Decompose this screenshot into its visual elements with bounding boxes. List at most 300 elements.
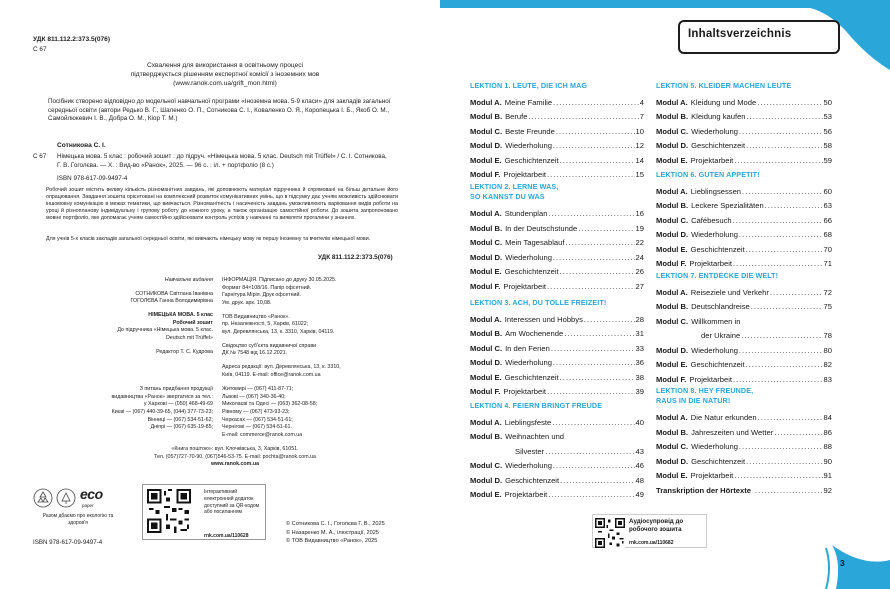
lection-title [656,170,832,180]
toc-entry-leader [560,265,635,280]
toc-entry-module: Modul E. [470,490,502,499]
toc-entry-leader [553,459,635,474]
toc-entry-page: 59 [823,155,832,165]
toc-entry-page: 63 [823,201,832,210]
lection-title-line: LEKTION 4. FEIERN BRINGT FREUDE [470,401,603,410]
toc-entry-leader [553,139,635,154]
toc-entry[interactable] [656,139,832,154]
contact-line: Черкасах — (067) 534-51-61; [222,416,293,423]
toc-entry[interactable] [470,110,644,125]
imprint-line: ДК № 7548 від 16.12.2021. [222,350,288,357]
toc-entry-page: 4 [639,97,644,107]
toc-entry[interactable] [470,139,644,154]
toc-entry[interactable] [656,484,832,499]
toc-entry-page: 82 [823,360,832,369]
lection-title-line: LEKTION 3. ACH, DU TOLLE FREIZEIT! [470,298,607,307]
lection-title-line: SO KANNST DU WAS [470,192,545,202]
toc-entry-leader [746,455,822,470]
lection-title-line: RAUS IN DIE NATUR! [656,396,731,406]
udk-code-top: УДК 811.112.2:373.5(076) [33,36,111,43]
toc-entry-page: 19 [635,223,644,233]
toc-entry[interactable] [656,257,832,272]
toc-entry-leader [578,222,634,237]
toc-entry-title: Geschichtenzeit [504,155,559,165]
toc-entry-module: Modul D. [656,456,689,466]
imprint-right [222,277,372,379]
toc-entry-leader [548,488,634,503]
lection-title [656,271,832,281]
imprint-line: Формат 84×108/16. Папір офсетний. [222,284,312,291]
toc-entry-module: Modul A. [470,209,502,218]
toc-entry-title: Geschichtenzeit [690,360,745,369]
toc-entry-page: 49 [635,490,644,499]
contacts-right [222,386,372,440]
toc-entry-module: Modul D. [656,345,689,355]
imprint-line: НІМЕЦЬКА МОВА. 5 клас [148,312,213,319]
catalog-code-side: С 67 [33,153,47,160]
toc-entry-module: Modul F. [470,387,501,396]
imprint-line: Свідоцтво суб'єкта видавничої справи [222,342,317,349]
toc-entry-leader [746,139,822,154]
qr-code-link[interactable]: rnk.com.ua/110628 [204,533,249,539]
toc-title: Inhaltsverzeichnis [688,28,792,40]
toc-entry-title: Berufe [505,112,528,121]
toc-entry-page: 80 [823,345,832,355]
toc-entry-module: Modul C. [470,126,503,136]
lection-title-line: LEKTION 7. ENTDECKE DIE WELT! [656,271,779,280]
toc-entry-leader [551,342,635,357]
imprint-line: Робочий зошит [172,319,213,326]
toc-entry-leader [528,110,638,125]
imprint-line: Київ, 04119. E-mail: office@ranok.com.ua [222,371,321,378]
qr-code-icon[interactable] [147,489,191,533]
toc-entry[interactable] [470,459,644,474]
toc-entry-page: 72 [823,287,832,297]
toc-entry-title: Geschichtenzeit [504,267,559,276]
toc-entry-title: Beste Freunde [505,126,555,136]
toc-entry-leader [746,243,823,258]
copyright-line: © Сотникова С. І., Гоголєва Г. В., 2025 [286,521,385,527]
toc-entry-page: 31 [635,329,644,338]
toc-entry-title: Lieblingsfeste [504,417,552,427]
toc-entry-title: Wiederholung [691,126,738,136]
approval-line: Схвалення для використання в освітньому процесі [146,62,303,69]
toc-entry-module: Modul A. [470,417,502,427]
toc-entry-title: Projektarbeit [689,374,733,384]
toc-entry-leader [758,411,823,426]
toc-entry[interactable] [656,440,832,455]
toc-entry[interactable] [470,96,644,111]
toc-entry[interactable] [656,154,832,169]
toc-entry[interactable] [470,265,644,280]
contacts-left [95,386,213,432]
toc-entry-page: 92 [823,485,832,495]
contact-line: З питань придбання продукції [139,386,213,392]
toc-entry-module: Modul E. [656,471,688,480]
toc-entry-module: Modul B. [470,112,503,121]
toc-entry-leader [774,426,822,441]
toc-entry-page: 58 [823,141,832,150]
toc-entry[interactable] [470,327,644,342]
contact-line: Вінниці — (067) 534-51-62; [147,416,213,423]
toc-entry-title: Meine Familie [504,97,553,107]
toc-entry-title: Kleidung und Mode [690,97,757,107]
eco-logo: eco [80,486,103,502]
toc-entry-page: 50 [823,97,832,107]
toc-entry-title: Geschichtenzeit [691,456,746,466]
toc-entry-title: Lieblingsessen [690,186,742,196]
toc-entry-leader [547,168,635,183]
toc-entry[interactable] [470,313,644,328]
book-title: Німецька мова. 5 клас : робочий зошит : до підруч. «Німецька мова. 5 клас. Deutsch mit Trüffel» / С. І. Сотникова, Г. В. Гоголєва. — Х. : Вид-во «Ранок», 2025. — 96 с. : іл. + портфоліо (8 с.) [57,153,387,169]
toc-entry-module: Modul E. [470,267,502,276]
toc-entry[interactable] [656,185,832,200]
toc-entry[interactable] [656,455,832,470]
toc-entry-title: Wiederholung [505,252,552,262]
contact-line: Дніпрі — (067) 635-19-85; [150,424,213,431]
toc-entry-title: Leckere Spezialitäten [691,201,764,210]
left-page [0,0,437,589]
toc-entry-leader [547,385,635,400]
toc-entry-module: Modul E. [656,155,688,165]
toc-entry-page: 60 [823,186,832,196]
toc-entry-page: 78 [823,331,832,340]
toc-entry-module: Modul B. [656,201,689,210]
toc-entry-title: Wiederholung [691,230,738,239]
lection-title [656,81,832,91]
toc-entry-leader [755,484,823,499]
manual-description: Посібник створено відповідно до модельної навчальної програми «Іноземна мова. 5-9 класи» для закладів загальної середньої освіти (автори Редько В. Г., Шаленко О. П., Сотникова С. І., Коваленко О. Я., Коропецька І. Б., Якоб О. М., Самойлюкевич І. В., Добра О. М., Кіор Т. М.) [48,98,391,122]
toc-entry-page: 38 [635,372,644,382]
toc-entry-leader [548,207,634,222]
toc-entry-leader [560,371,635,386]
toc-entry-page: 12 [635,141,644,150]
toc-entry-module: Modul A. [470,314,502,324]
toc-entry[interactable] [470,154,644,169]
toc-entry-title: Geschichtenzeit [691,141,746,150]
toc-entry-leader [560,474,634,489]
qr-code-caption: Інтерактивний електронний додаток доступний за QR-кодом або посиланням [204,489,260,516]
toc-entry[interactable] [656,110,832,125]
contact-line: Чернігові — (067) 534-51-61. [222,424,292,431]
imprint-line: Редактор Т. С. Кудрова [156,348,213,355]
toc-entry-leader [733,373,823,388]
toc-entry-title: Wiederholung [691,345,738,355]
toc-entry-module: Modul A. [656,186,688,196]
imprint-line: СОТНИКОВА Світлана Іванівна [135,290,213,297]
toc-entry[interactable] [470,222,644,237]
toc-entry-module: Modul E. [470,155,502,165]
lection-title [470,298,644,308]
toc-entry-leader [739,344,823,359]
toc-entry[interactable] [470,207,644,222]
toc-entry[interactable] [656,300,832,315]
toc-entry-title: Wiederholung [505,358,552,367]
toc-entry-title: Stundenplan [504,209,548,218]
imprint-line: пр. Незалежності, 5, Харків, 61022; [222,321,309,328]
toc-entry-leader [565,236,634,251]
toc-entry-title: Wiederholung [505,461,552,470]
approval-line: підтверджується рішенням експертної комісії з іноземних мов [130,70,320,78]
toc-entry-module: Modul D. [470,141,503,150]
toc-entry[interactable] [470,371,644,386]
toc-entry[interactable] [470,280,644,295]
toc-entry-page: 46 [635,461,644,470]
toc-entry-leader [739,228,823,243]
toc-entry[interactable] [656,411,832,426]
toc-entry[interactable] [656,329,832,344]
toc-entry-leader [742,185,823,200]
toc-entry-module [470,445,512,460]
toc-entry-title: Geschichtenzeit [504,372,559,382]
contact-line: Львові — (067) 340-36-40; [222,393,286,400]
toc-entry-page: 15 [635,170,644,179]
toc-entry-leader [584,313,635,328]
toc-entry-page: 28 [635,314,644,324]
toc-entry-page: 33 [635,343,644,353]
toc-entry[interactable] [470,488,644,503]
toc-entry[interactable] [470,356,644,371]
toc-entry-page: 68 [823,230,832,239]
imprint-left [95,277,213,356]
toc-entry-leader [552,416,634,431]
toc-entry-title: Mein Tagesablauf [505,238,565,247]
toc-entry-page: 36 [635,358,644,367]
toc-entry-module: Modul B. [470,432,503,441]
toc-entry-page: 26 [635,267,644,276]
catalog-code-top: С 67 [33,46,47,53]
imprint-line: ТОВ Видавництво «Ранок». [222,313,290,320]
toc-entry-module: Modul D. [470,475,503,485]
toc-entry-leader [739,440,823,455]
toc-entry[interactable] [470,236,644,251]
toc-entry-page: 56 [823,126,832,136]
lection-title [470,401,644,411]
author-name: Сотникова С. І. [57,142,106,149]
toc-entry-leader [553,356,635,371]
toc-entry[interactable] [470,251,644,266]
toc-entry-page: 75 [823,302,832,311]
toc-entry-leader [741,329,822,344]
toc-entry-title: In der Deutschstunde [505,223,578,233]
audio-caption: Аудіосупровід до робочого зошита [629,518,684,534]
toc-entry-module: Modul C. [656,442,689,451]
imprint-line: Навчальне видання [164,277,213,283]
toc-entry[interactable] [470,416,644,431]
toc-entry-page: 86 [823,427,832,437]
address-line: «Книга поштою»: вул. Клочківська, 3, Харків, 61051. [171,446,299,452]
toc-entry-module: Modul C. [656,215,689,225]
toc-entry[interactable] [656,214,832,229]
copyright-line: © ТОВ Видавництво «Ранок», 2025 [286,538,378,545]
toc-entry-title: Projektarbeit [689,259,733,268]
toc-entry-title: Projektarbeit [503,170,547,179]
toc-entry-leader [739,125,823,140]
toc-entry-leader [747,110,823,125]
toc-entry-title: Kleidung kaufen [691,112,746,121]
toc-entry-page: 16 [635,209,644,218]
contact-line: Києві — (067) 440-39-65, (044) 377-73-23; [111,409,213,416]
imprint-line: Гарнітура Мірія. Друк офсетний. [222,292,301,299]
toc-entry-title: Willkommen in [691,316,741,326]
toc-entry[interactable] [656,199,832,214]
toc-entry-page: 10 [635,126,644,136]
toc-entry-leader [765,199,823,214]
toc-entry-leader [733,257,823,272]
toc-entry-module: Modul D. [470,252,503,262]
toc-entry[interactable] [656,469,832,484]
toc-entry[interactable] [656,286,832,301]
toc-entry-module: Modul E. [656,244,688,254]
right-page [440,0,890,589]
toc-entry-title: Wiederholung [691,442,738,451]
toc-entry-page: 24 [635,252,644,262]
toc-entry-module [656,329,698,344]
lection-title-line: LEKTION 6. GUTEN APPETIT! [656,170,760,179]
eco-logo-subtitle: paper [82,503,94,508]
toc-entry-page: 39 [635,387,644,396]
isbn-bottom: ISBN 978-617-09-9497-4 [33,539,103,546]
toc-entry-title: Weihnachten und [505,432,565,441]
toc-entry[interactable] [656,344,832,359]
toc-entry[interactable] [470,125,644,140]
toc-entry-page: 14 [635,155,644,165]
toc-entry[interactable] [656,96,832,111]
toc-entry-page: 43 [635,446,644,456]
contact-line: Рівному — (067) 473-93-23; [222,409,290,416]
toc-entry[interactable] [656,426,832,441]
toc-entry[interactable] [470,385,644,400]
toc-entry-module: Modul C. [656,126,689,136]
toc-entry[interactable] [470,430,644,445]
toc-entry-module: Modul A. [656,413,688,422]
toc-entry-page: 84 [823,413,832,422]
toc-entry-module: Modul A. [656,97,688,107]
contact-line: видавництва «Ранок» звертатися за тел.: [111,393,213,400]
toc-entry-page: 88 [823,442,832,451]
lection-title [656,386,832,407]
toc-entry[interactable] [470,474,644,489]
toc-entry-leader [733,214,823,229]
approval-line: (www.ranok.com.ua/grift_mon.html) [173,79,277,87]
lection-title-line: LEKTION 5. KLEIDER MACHEN LEUTE [656,81,792,90]
audio-link[interactable]: rnk.com.ua/110682 [629,540,674,546]
mail-order-address [120,446,350,469]
toc-entry[interactable] [656,125,832,140]
page-number: 3 [840,558,845,568]
toc-entry-page: 27 [635,281,644,291]
toc-entry[interactable] [656,373,832,388]
recycle-icon [33,488,53,508]
toc-entry-page: 48 [635,475,644,485]
toc-entry-page: 66 [823,215,832,225]
toc-entry-leader [751,300,823,315]
contact-line: у Харкові — (050) 468-49-69 [143,401,213,408]
toc-entry-title: In den Ferien [505,343,550,353]
toc-entry-module: Modul E. [656,360,688,369]
imprint-line: ГОГОЛЄВА Ганна Володимирівна [130,298,213,305]
audio-qr-code-icon[interactable] [595,518,625,548]
website-link[interactable]: www.ranok.com.ua [210,461,260,468]
toc-entry-title: Projektarbeit [690,471,734,480]
imprint-line: Deutsch mit Trüffel» [165,335,213,342]
toc-entry-leader [734,469,822,484]
toc-entry-page: 90 [823,456,832,466]
toc-entry-title: Reiseziele und Verkehr [690,287,769,297]
toc-entry-module: Modul E. [470,372,502,382]
toc-entry-module: Modul F. [470,170,501,179]
toc-entry-page: 40 [635,417,644,427]
toc-entry-title: Deutschlandreise [691,302,750,311]
contact-line: Миколаєві та Одесі — (063) 362-08-58; [222,401,318,408]
toc-entry-page: 71 [823,259,832,268]
lection-title-line: LEKTION 8. HEY FREUNDE, [656,386,754,395]
toc-entry-leader [547,280,635,295]
toc-entry-module: Modul F. [656,259,687,268]
lection-title-line: LEKTION 1. LEUTE, DIE ICH MAG [470,81,588,90]
eco-caption: Разом дбаємо про екологію та здоров'я [42,513,114,526]
toc-entry-module: Modul B. [470,223,503,233]
toc-entry-title: Projektarbeit [503,387,547,396]
annotation-audience: Для учнів 5-х класів закладів загальної середньої освіти, які вивчають німецьку мову як першу іноземну та вчителів німецької мови. [46,236,371,242]
toc-entry[interactable] [656,228,832,243]
toc-entry-module: Modul C. [470,343,503,353]
toc-entry-module: Modul A. [656,287,688,297]
copyright-block [286,520,416,546]
imprint-line: Ум. друк. арк. 10,08. [222,300,272,307]
imprint-line: Адреса редакції: вул. Деревлянська, 13, к. 3310, [222,364,341,371]
toc-entry-module: Modul B. [656,427,689,437]
toc-entry-leader [553,251,635,266]
toc-entry-title: Projektarbeit [503,281,547,291]
toc-entry-leader [770,286,823,301]
toc-entry[interactable] [656,315,832,330]
toc-entry[interactable] [470,168,644,183]
toc-entry-leader [553,96,639,111]
toc-entry-module: Modul D. [656,141,689,150]
toc-entry-title: Geschichtenzeit [690,244,745,254]
toc-entry[interactable] [470,445,644,460]
toc-entry-module: Modul C. [470,461,503,470]
toc-entry-leader [757,96,822,111]
toc-entry-title: Projektarbeit [690,155,734,165]
annotation: Робочий зошит містить велику кількість різноманітних завдань, які доповнюють матеріал підручника й спрямовані на більш детальне його опрацювання. Завдання зошита орієнтовані на комплексний розвиток комунікативних умінь, що в підсумку дає учням можливість здійснювати іншомовну комунікацію в межах тематики, що вивчається. Різноманітність і насиченість завдань уможливлюють варіювання видів роботи на уроці й різнопланову індивідуальну і групову роботу до кожного уроку, а також організацію самостійної роботи. До зошита запропоновано мовне портфоліо, яке допомагає учням самостійно здійснювати контроль успіхів у навчанні та виявляти прогалини у знаннях. [46,187,398,221]
toc-entry-leader [545,445,634,460]
toc-entry[interactable] [656,243,832,258]
imprint-line: До підручника «Німецька мова. 5 клас. [117,327,213,334]
toc-entry-module: Modul B. [656,302,689,311]
eco-certificate-icon [56,488,76,508]
toc-entry-module: Modul F. [470,281,501,291]
imprint-line: ІНФОРМАЦІЯ. Підписано до друку 30.05.2025. [222,277,337,283]
lection-title [470,81,644,91]
toc-entry-title: Jahreszeiten und Wetter [691,427,774,437]
address-line: Тел. (057)727-70-90, (067)546-53-75. E-mail: pochta@ranok.com.ua [154,453,316,460]
udk-code-bottom: УДК 811.112.2:373.5(076) [318,254,393,261]
toc-entry-module: Modul C. [470,238,503,247]
toc-entry[interactable] [656,358,832,373]
toc-entry-title: Wiederholung [505,141,552,150]
toc-entry-leader [746,358,823,373]
toc-entry[interactable] [470,342,644,357]
toc-entry-module: Modul C. [656,316,689,326]
lection-title [470,182,644,203]
toc-entry-title: Projektarbeit [504,490,548,499]
toc-entry-title: der Ukraine [701,331,741,340]
toc-entry-title: Geschichtenzeit [505,475,560,485]
lection-title-line: LEKTION 2. LERNE WAS, [470,182,559,191]
copyright-line: © Назаренко М. А., ілюстрації, 2025 [286,529,379,536]
